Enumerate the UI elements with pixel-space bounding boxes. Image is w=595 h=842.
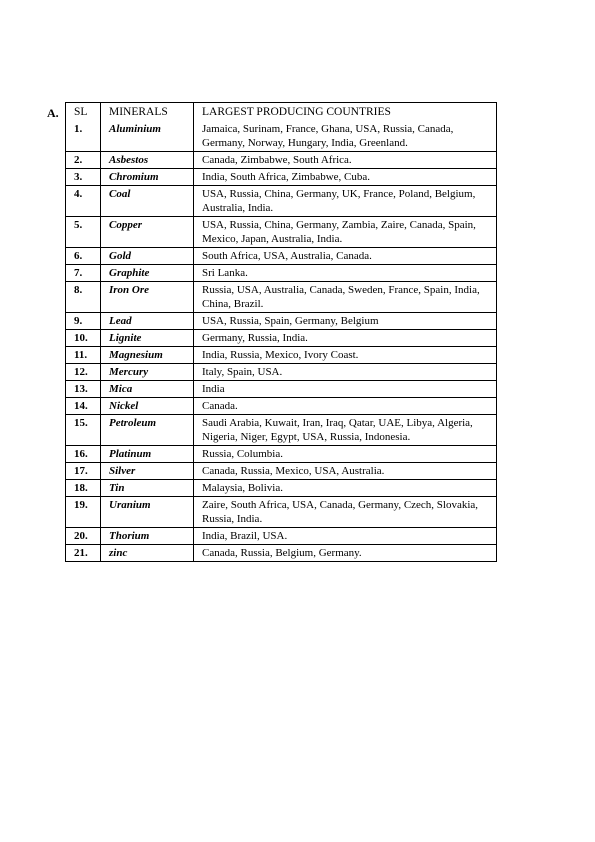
- row-countries: USA, Russia, China, Germany, Zambia, Zaire, Canada, Spain, Mexico, Japan, Australia, India.: [202, 219, 476, 245]
- row-mineral: Lignite: [101, 330, 194, 347]
- row-countries: India, Russia, Mexico, Ivory Coast.: [202, 349, 359, 361]
- row-countries: Zaire, South Africa, USA, Canada, Germany, Czech, Slovakia, Russia, India.: [202, 499, 479, 525]
- row-countries: South Africa, USA, Australia, Canada.: [202, 250, 372, 262]
- row-countries: USA, Russia, Spain, Germany, Belgium: [202, 315, 379, 327]
- row-mineral: Aluminium: [101, 121, 194, 152]
- row-sl: 18.: [66, 480, 101, 497]
- row-mineral: Asbestos: [101, 152, 194, 169]
- row-countries: Italy, Spain, USA.: [202, 366, 283, 378]
- row-mineral: Nickel: [101, 398, 194, 415]
- table-row: [66, 347, 497, 364]
- row-mineral: Platinum: [101, 446, 194, 463]
- row-sl: 10.: [66, 330, 101, 347]
- row-mineral: zinc: [101, 545, 194, 562]
- row-countries: Jamaica, Surinam, France, Ghana, USA, Russia, Canada, Germany, Norway, Hungary, India, Greenland.: [202, 123, 454, 149]
- section-label: A.: [47, 106, 59, 120]
- row-sl: 4.: [66, 186, 101, 217]
- row-sl: 1.: [66, 121, 101, 152]
- row-sl: 2.: [66, 152, 101, 169]
- table-row: [66, 313, 497, 330]
- row-countries: Canada, Russia, Belgium, Germany.: [202, 547, 362, 559]
- row-sl: 7.: [66, 265, 101, 282]
- row-mineral: Copper: [101, 217, 194, 248]
- row-sl: 15.: [66, 415, 101, 446]
- table-row: [66, 169, 497, 186]
- table-row: [66, 446, 497, 463]
- table-row: [66, 545, 497, 562]
- table-row: [66, 364, 497, 381]
- table-row: [66, 398, 497, 415]
- row-sl: 20.: [66, 528, 101, 545]
- row-mineral: Thorium: [101, 528, 194, 545]
- row-countries: Malaysia, Bolivia.: [202, 482, 283, 494]
- row-sl: 8.: [66, 282, 101, 313]
- table-row: [66, 282, 497, 313]
- row-sl: 9.: [66, 313, 101, 330]
- row-mineral: Magnesium: [101, 347, 194, 364]
- row-sl: 16.: [66, 446, 101, 463]
- row-mineral: Silver: [101, 463, 194, 480]
- row-countries: USA, Russia, China, Germany, UK, France, Poland, Belgium, Australia, India.: [202, 188, 476, 214]
- row-mineral: Lead: [101, 313, 194, 330]
- row-countries: Russia, Columbia.: [202, 448, 283, 460]
- header-minerals: MINERALS: [101, 103, 194, 122]
- row-sl: 13.: [66, 381, 101, 398]
- row-countries: Saudi Arabia, Kuwait, Iran, Iraq, Qatar, UAE, Libya, Algeria, Nigeria, Niger, Egypt, USA, Russia, Indonesia.: [202, 417, 473, 443]
- row-mineral: Gold: [101, 248, 194, 265]
- row-sl: 11.: [66, 347, 101, 364]
- table-row: [66, 217, 497, 248]
- table-row: [66, 248, 497, 265]
- row-sl: 3.: [66, 169, 101, 186]
- row-countries: Canada, Russia, Mexico, USA, Australia.: [202, 465, 385, 477]
- table-row: [66, 121, 497, 152]
- row-countries: India, Brazil, USA.: [202, 530, 288, 542]
- row-sl: 19.: [66, 497, 101, 528]
- table-row: [66, 265, 497, 282]
- header-countries: LARGEST PRODUCING COUNTRIES: [202, 106, 391, 118]
- row-countries: Sri Lanka.: [202, 267, 248, 279]
- row-mineral: Coal: [101, 186, 194, 217]
- row-sl: 6.: [66, 248, 101, 265]
- table-row: [66, 152, 497, 169]
- row-mineral: Petroleum: [101, 415, 194, 446]
- table-row: [66, 415, 497, 446]
- table-row: [66, 497, 497, 528]
- table-row: [66, 186, 497, 217]
- table-row: [66, 463, 497, 480]
- row-countries: Canada, Zimbabwe, South Africa.: [202, 154, 352, 166]
- row-countries: India: [202, 383, 225, 395]
- row-sl: 5.: [66, 217, 101, 248]
- row-countries: India, South Africa, Zimbabwe, Cuba.: [202, 171, 371, 183]
- table-row: [66, 528, 497, 545]
- table-header-row: [66, 103, 497, 122]
- table-row: [66, 330, 497, 347]
- row-mineral: Uranium: [101, 497, 194, 528]
- row-sl: 14.: [66, 398, 101, 415]
- row-mineral: Mercury: [101, 364, 194, 381]
- row-countries: Russia, USA, Australia, Canada, Sweden, France, Spain, India, China, Brazil.: [202, 284, 480, 310]
- row-mineral: Iron Ore: [101, 282, 194, 313]
- row-countries: Canada.: [202, 400, 238, 412]
- table-row: [66, 480, 497, 497]
- row-sl: 17.: [66, 463, 101, 480]
- row-mineral: Chromium: [101, 169, 194, 186]
- header-sl: SL: [66, 103, 101, 122]
- row-countries: Germany, Russia, India.: [202, 332, 308, 344]
- row-mineral: Mica: [101, 381, 194, 398]
- table-row: [66, 381, 497, 398]
- row-mineral: Tin: [101, 480, 194, 497]
- minerals-table: [65, 102, 497, 562]
- row-sl: 12.: [66, 364, 101, 381]
- row-sl: 21.: [66, 545, 101, 562]
- row-mineral: Graphite: [101, 265, 194, 282]
